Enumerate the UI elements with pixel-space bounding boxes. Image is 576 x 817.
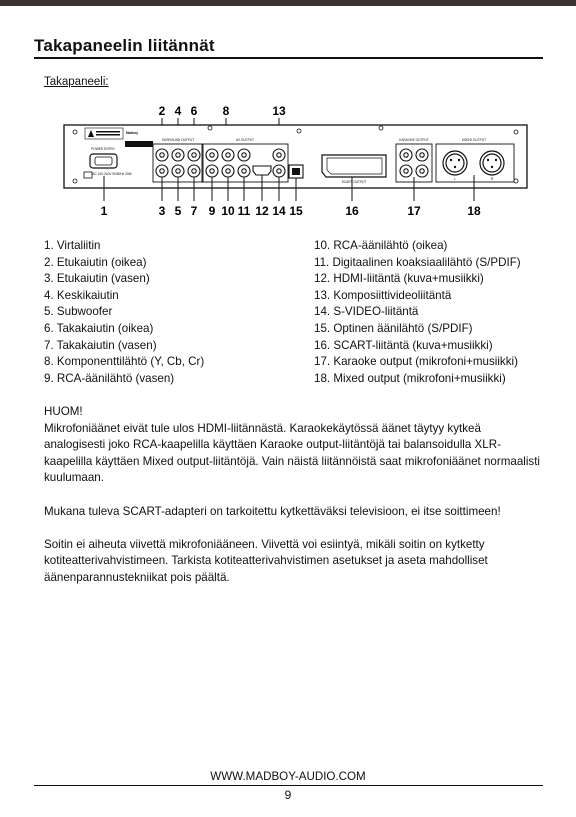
list-item: 12. HDMI-liitäntä (kuva+musiikki) xyxy=(314,272,484,286)
callout-1: 1 xyxy=(100,204,108,218)
page-number: 9 xyxy=(284,788,292,802)
callout-13: 13 xyxy=(272,104,286,118)
list-item: 14. S-VIDEO-liitäntä xyxy=(314,305,419,319)
list-item: 3. Etukaiutin (vasen) xyxy=(44,272,150,286)
callout-17: 17 xyxy=(407,204,421,218)
svg-text:AV OUTPUT: AV OUTPUT xyxy=(235,138,255,142)
brand-text: Madboy xyxy=(126,131,139,135)
svg-text:R: R xyxy=(490,177,494,181)
footer-url: WWW.MADBOY-AUDIO.COM xyxy=(210,770,366,783)
list-item: 8. Komponenttilähtö (Y, Cb, Cr) xyxy=(44,355,205,369)
svg-text:SURROUND OUTPUT: SURROUND OUTPUT xyxy=(161,138,195,142)
notes-paragraph: Mikrofoniäänet eivät tule ulos HDMI-liitännästä. Karaokekäytössä äänet täytyy kytkeä analogisesti joko RCA-kaapelilla käyttäen Karaoke output-liitäntöjä tai balansoidulla XLR-kaapelilla käyttäen Mixed output-liitäntöjä. Vain näistä liitännöistä saat mikrofoniäänet normaalisti kuulumaan. xyxy=(44,421,541,485)
callout-12: 12 xyxy=(255,204,269,218)
list-item: 1. Virtaliitin xyxy=(44,239,101,252)
list-item: 15. Optinen äänilähtö (S/PDIF) xyxy=(314,321,473,335)
list-item: 16. SCART-liitäntä (kuva+musiikki) xyxy=(314,338,493,352)
callout-5: 5 xyxy=(174,204,182,218)
callout-4: 4 xyxy=(174,104,182,118)
callout-9: 9 xyxy=(208,204,216,218)
section-subtitle: Takapaneeli: xyxy=(44,76,109,88)
svg-text:L: L xyxy=(454,177,456,181)
callout-8: 8 xyxy=(222,104,230,118)
notes-heading: HUOM! xyxy=(44,405,83,418)
list-item: 13. Komposiittivideoliitäntä xyxy=(314,288,452,302)
svg-text:AC 100-240V 50/60Hz 20W: AC 100-240V 50/60Hz 20W xyxy=(92,172,132,176)
callout-18: 18 xyxy=(467,204,481,218)
callout-2: 2 xyxy=(158,104,166,118)
callout-11: 11 xyxy=(237,204,251,218)
list-item: 10. RCA-äänilähtö (oikea) xyxy=(314,239,448,252)
callout-3: 3 xyxy=(158,204,166,218)
callout-7: 7 xyxy=(190,204,198,218)
list-item: 6. Takakaiutin (oikea) xyxy=(44,321,154,335)
list-item: 11. Digitaalinen koaksiaalilähtö (S/PDIF) xyxy=(314,255,521,269)
list-item: 5. Subwoofer xyxy=(44,305,113,319)
connection-list-right xyxy=(314,238,521,387)
notes-paragraph: Mukana tuleva SCART-adapteri on tarkoitettu kytkettäväksi televisioon, ei itse soittimeen! xyxy=(44,504,501,518)
list-item: 2. Etukaiutin (oikea) xyxy=(44,255,147,269)
svg-text:KARAOKE OUTPUT: KARAOKE OUTPUT xyxy=(399,138,429,142)
callout-16: 16 xyxy=(345,204,359,218)
notes-section xyxy=(44,404,544,603)
list-item: 9. RCA-äänilähtö (vasen) xyxy=(44,371,175,385)
svg-text:MIXED OUTPUT: MIXED OUTPUT xyxy=(461,138,487,142)
list-item: 17. Karaoke output (mikrofoni+musiikki) xyxy=(314,355,518,369)
rear-panel-diagram xyxy=(0,0,576,230)
callout-6: 6 xyxy=(190,104,198,118)
page-title: Takapaneelin liitännät xyxy=(34,36,215,55)
footer-rule xyxy=(34,785,543,786)
svg-text:POWER ENTRY: POWER ENTRY xyxy=(91,147,115,151)
notes-paragraph: Soitin ei aiheuta viivettä mikrofoniääneen. Viivettä voi esiintyä, mikäli soitin on kytketty kotiteatterivahvistimeen. Tarkista kotiteatterivahvistimen asetukset ja aseta mahdolliset äänenparannustekniikat pois päältä. xyxy=(44,537,488,584)
callout-10: 10 xyxy=(221,204,235,218)
svg-text:SCART OUTPUT: SCART OUTPUT xyxy=(341,180,367,184)
callout-14: 14 xyxy=(272,204,286,218)
connection-list-left xyxy=(44,238,204,387)
list-item: 18. Mixed output (mikrofoni+musiikki) xyxy=(314,371,506,385)
list-item: 7. Takakaiutin (vasen) xyxy=(44,338,157,352)
list-item: 4. Keskikaiutin xyxy=(44,288,119,302)
callout-15: 15 xyxy=(289,204,303,218)
